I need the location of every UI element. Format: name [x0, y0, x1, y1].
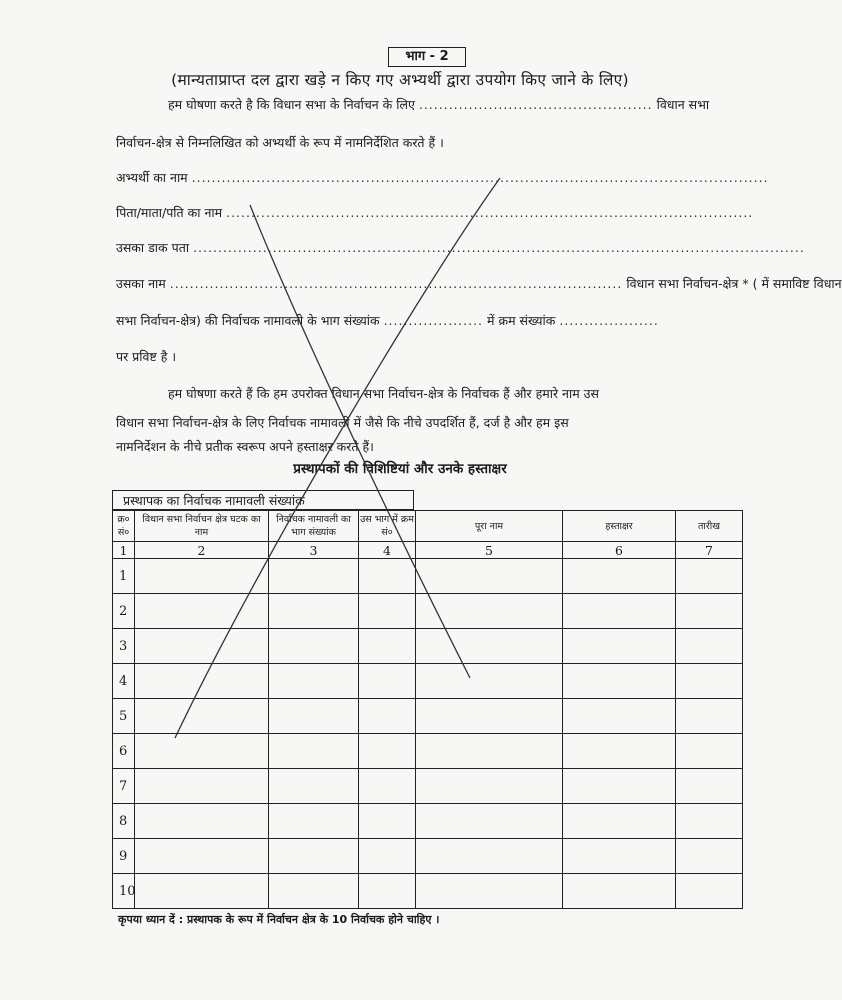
candidate-name-row: [116, 169, 769, 186]
table-cell[interactable]: [676, 629, 743, 664]
column-number: 5: [416, 542, 563, 559]
col-signature: हस्ताक्षर: [563, 511, 676, 542]
table-cell[interactable]: [563, 734, 676, 769]
table-cell[interactable]: [416, 839, 563, 874]
table-cell[interactable]: [676, 804, 743, 839]
table-cell[interactable]: [416, 559, 563, 594]
table-cell[interactable]: [359, 734, 416, 769]
table-cell[interactable]: [416, 769, 563, 804]
column-number: 6: [563, 542, 676, 559]
table-cell[interactable]: [359, 769, 416, 804]
declaration-line-2: निर्वाचन-क्षेत्र से निम्नलिखित को अभ्यर्थी के रूप में नामनिर्देशित करते हैं ।: [116, 135, 444, 150]
entry-line: पर प्रविष्ट है ।: [116, 349, 177, 364]
row-serial: 9: [113, 839, 135, 874]
table-row: [113, 804, 743, 839]
table-cell[interactable]: [676, 559, 743, 594]
election-blank[interactable]: ...............................................: [418, 97, 653, 112]
column-number-row: [113, 542, 743, 559]
declaration2-line-2: विधान सभा निर्वाचन-क्षेत्र के लिए निर्वाचक नामावली में जैसे कि नीचे उपदर्शित हैं, दर्ज है और हम इस: [116, 415, 569, 430]
table-cell[interactable]: [135, 804, 269, 839]
declaration-line-1: [168, 96, 709, 113]
table-cell[interactable]: [563, 629, 676, 664]
roll-part-row: [116, 312, 659, 329]
table-cell[interactable]: [416, 629, 563, 664]
col-constituency: विधान सभा निर्वाचन क्षेत्र घटक का नाम: [135, 511, 269, 542]
table-cell[interactable]: [416, 664, 563, 699]
proposers-table: [112, 510, 743, 909]
table-cell[interactable]: [416, 874, 563, 909]
table-cell[interactable]: [359, 594, 416, 629]
table-cell[interactable]: [676, 874, 743, 909]
declaration2-line-1: हम घोषणा करते हैं कि हम उपरोक्त विधान सभा निर्वाचन-क्षेत्र के निर्वाचक हैं और हमारे नाम उस: [168, 386, 599, 401]
table-title: प्रस्थापकों की विशिष्टियां और उनके हस्ताक्षर: [293, 461, 507, 477]
table-cell[interactable]: [269, 629, 359, 664]
table-cell[interactable]: [359, 804, 416, 839]
declaration-text-a: हम घोषणा करते है कि विधान सभा के निर्वाचन के लिए: [168, 97, 415, 112]
table-cell[interactable]: [269, 839, 359, 874]
table-cell[interactable]: [269, 559, 359, 594]
table-cell[interactable]: [135, 839, 269, 874]
table-cell[interactable]: [416, 699, 563, 734]
his-name-row: [116, 275, 842, 292]
table-cell[interactable]: [676, 699, 743, 734]
parent-name-row: [116, 204, 753, 221]
table-cell[interactable]: [563, 664, 676, 699]
column-number: 3: [269, 542, 359, 559]
table-cell[interactable]: [563, 559, 676, 594]
table-cell[interactable]: [269, 594, 359, 629]
group-header: प्रस्थापक का निर्वाचक नामावली संख्यांक: [112, 490, 414, 510]
table-row: [113, 559, 743, 594]
col-date: तारीख: [676, 511, 743, 542]
declaration-text-b: विधान सभा: [656, 97, 710, 112]
row-serial: 8: [113, 804, 135, 839]
his-name-field[interactable]: ...........................................................................................: [169, 276, 623, 291]
serial-number-field[interactable]: ....................: [559, 313, 659, 328]
table-cell[interactable]: [135, 734, 269, 769]
table-cell[interactable]: [563, 874, 676, 909]
col-serial-in-part: उस भाग में क्रम सं०: [359, 511, 416, 542]
row-serial: 3: [113, 629, 135, 664]
row-serial: 1: [113, 559, 135, 594]
table-header-row: [113, 511, 743, 542]
table-cell[interactable]: [269, 734, 359, 769]
form-subtitle: (मान्यताप्राप्त दल द्वारा खड़े न किए गए अभ्यर्थी द्वारा उपयोग किए जाने के लिए): [171, 71, 629, 89]
table-cell[interactable]: [563, 699, 676, 734]
row-serial: 2: [113, 594, 135, 629]
row-serial: 5: [113, 699, 135, 734]
candidate-name-field[interactable]: ....................................................................................................................: [191, 170, 769, 185]
col-full-name: पूरा नाम: [416, 511, 563, 542]
table-row: [113, 874, 743, 909]
table-row: [113, 734, 743, 769]
parent-name-field[interactable]: ..........................................................................................................: [226, 205, 754, 220]
table-row: [113, 769, 743, 804]
postal-address-row: [116, 239, 805, 256]
table-row: [113, 664, 743, 699]
declaration2-line-3: नामनिर्देशन के नीचे प्रतीक स्वरूप अपने हस्ताक्षर करते हैं।: [116, 439, 374, 454]
col-serial: क्र० सं०: [113, 511, 135, 542]
table-cell[interactable]: [269, 874, 359, 909]
table-cell[interactable]: [359, 699, 416, 734]
row-serial: 7: [113, 769, 135, 804]
table-cell[interactable]: [563, 804, 676, 839]
table-cell[interactable]: [676, 664, 743, 699]
serial-number-label: में क्रम संख्यांक: [487, 313, 556, 328]
part-label: भाग - 2: [388, 47, 466, 67]
table-cell[interactable]: [269, 664, 359, 699]
table-row: [113, 699, 743, 734]
table-row: [113, 629, 743, 664]
roll-part-field[interactable]: ....................: [383, 313, 484, 328]
table-cell[interactable]: [416, 734, 563, 769]
postal-address-field[interactable]: ...........................................................................................................................: [193, 240, 805, 255]
table-cell[interactable]: [135, 559, 269, 594]
table-cell[interactable]: [416, 594, 563, 629]
column-number: 1: [113, 542, 135, 559]
roll-part-label: सभा निर्वाचन-क्षेत्र) की निर्वाचक नामावली के भाग संख्यांक: [116, 313, 380, 328]
table-cell[interactable]: [563, 839, 676, 874]
candidate-name-label: अभ्यर्थी का नाम: [116, 170, 188, 185]
table-cell[interactable]: [676, 734, 743, 769]
his-name-label: उसका नाम: [116, 276, 166, 291]
table-cell[interactable]: [676, 594, 743, 629]
table-cell[interactable]: [359, 559, 416, 594]
table-cell[interactable]: [359, 839, 416, 874]
table-cell[interactable]: [269, 699, 359, 734]
table-row: [113, 839, 743, 874]
table-cell[interactable]: [563, 594, 676, 629]
table-cell[interactable]: [359, 664, 416, 699]
constituency-text: विधान सभा निर्वाचन-क्षेत्र * ( में समाविष्ट विधान: [626, 276, 842, 291]
table-row: [113, 594, 743, 629]
table-cell[interactable]: [359, 874, 416, 909]
table-cell[interactable]: [135, 629, 269, 664]
table-cell[interactable]: [676, 839, 743, 874]
postal-address-label: उसका डाक पता: [116, 240, 190, 255]
row-serial: 10: [113, 874, 135, 909]
table-cell[interactable]: [135, 874, 269, 909]
row-serial: 4: [113, 664, 135, 699]
table-cell[interactable]: [135, 699, 269, 734]
col-roll-part: निर्वाचक नामावली का भाग संख्यांक: [269, 511, 359, 542]
column-number: 2: [135, 542, 269, 559]
column-number: 4: [359, 542, 416, 559]
table-cell[interactable]: [359, 629, 416, 664]
table-cell[interactable]: [563, 769, 676, 804]
table-cell[interactable]: [135, 594, 269, 629]
table-cell[interactable]: [416, 804, 563, 839]
table-cell[interactable]: [269, 804, 359, 839]
table-cell[interactable]: [135, 664, 269, 699]
column-number: 7: [676, 542, 743, 559]
row-serial: 6: [113, 734, 135, 769]
footer-note: कृपया ध्यान दें : प्रस्थापक के रूप में निर्वाचन क्षेत्र के 10 निर्वाचक होने चाहिए ।: [118, 913, 440, 926]
table-cell[interactable]: [269, 769, 359, 804]
table-cell[interactable]: [135, 769, 269, 804]
parent-name-label: पिता/माता/पति का नाम: [116, 205, 223, 220]
table-cell[interactable]: [676, 769, 743, 804]
